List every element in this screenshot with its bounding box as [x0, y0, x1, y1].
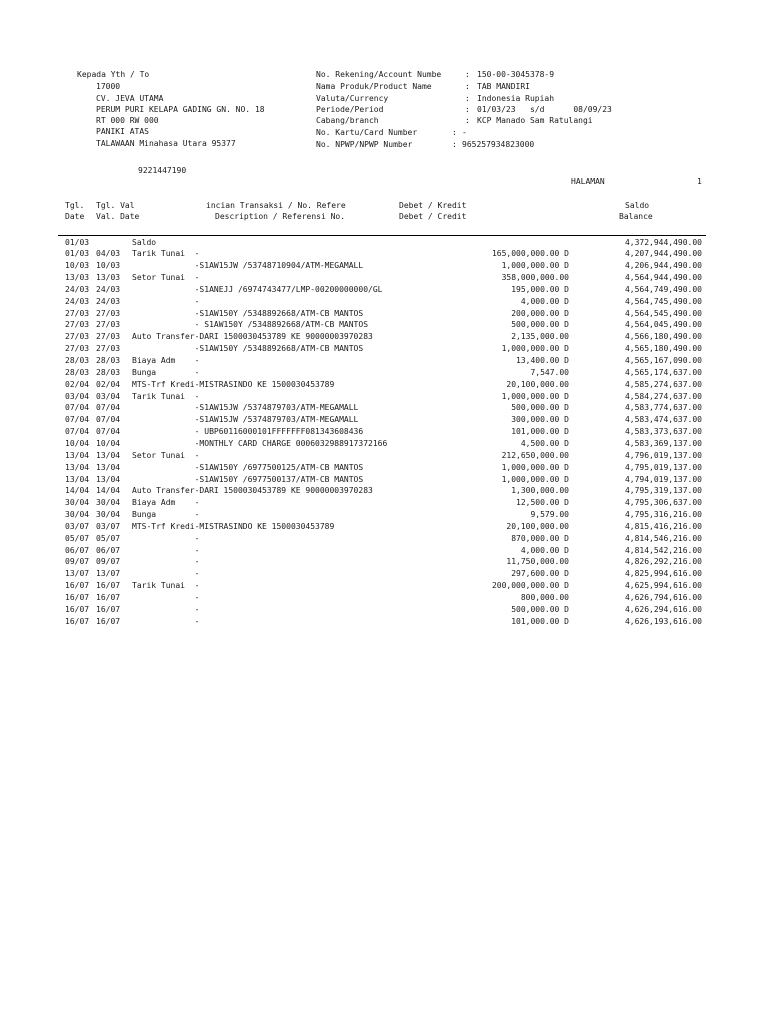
table-row — [0, 284, 768, 296]
amount-cell: 500,000.00 D — [511, 320, 569, 330]
address-line: RT 000 RW 000 — [96, 116, 159, 125]
amount-cell: 101,000.00 D — [511, 616, 569, 626]
description-cell: -S1AW150Y /6977500125/ATM-CB MANTOS — [132, 462, 364, 472]
description-cell: -S1AW150Y /5348892668/ATM-CB MANTOS — [132, 344, 364, 354]
balance-cell: 4,626,794,616.00 — [624, 593, 702, 602]
amount-cell: 297,600.00 D — [511, 569, 569, 579]
balance-cell: 4,585,274,637.00 — [624, 379, 702, 389]
val-date-cell: 07/04 — [96, 403, 121, 413]
separator: : — [465, 105, 470, 114]
description-cell: Bunga - — [132, 510, 200, 520]
separator: : — [452, 140, 457, 149]
table-row — [0, 592, 768, 604]
balance-cell: 4,206,944,490.00 — [624, 261, 702, 271]
header-debet-credit: Debet / Credit — [399, 212, 467, 221]
amount-cell: 1,300,000.00 — [511, 486, 569, 496]
description-cell: - — [132, 545, 200, 555]
amount-cell: 20,100,000.00 — [506, 379, 569, 389]
balance-cell: 4,565,167,090.00 — [624, 356, 702, 365]
description-cell: - — [132, 296, 200, 306]
description-cell: -S1AW150Y /5348892668/ATM-CB MANTOS — [132, 308, 364, 318]
description-cell: - — [132, 533, 200, 543]
balance-cell: 4,565,174,637.00 — [624, 367, 702, 377]
date-cell: 30/04 — [65, 510, 90, 520]
amount-cell: 1,000,000.00 D — [501, 474, 569, 484]
val-date-cell: 07/04 — [96, 427, 121, 437]
balance-cell: 4,564,045,490.00 — [624, 320, 702, 330]
val-date-cell: 07/04 — [96, 415, 121, 425]
balance-cell: 4,795,306,637.00 — [624, 498, 702, 508]
header-tgl-val: Tgl. Val — [96, 201, 135, 210]
amount-cell: 101,000.00 D — [511, 427, 569, 437]
description-cell: Tarik Tunai - — [132, 249, 200, 259]
balance-cell: 4,625,994,616.00 — [624, 581, 702, 591]
amount-cell: 1,000,000.00 D — [501, 391, 569, 401]
amount-cell: 500,000.00 D — [511, 403, 569, 413]
product-name-label: Nama Produk/Product Name — [316, 82, 432, 91]
header-debet-kredit: Debet / Kredit — [399, 201, 467, 210]
header-balance: Balance — [619, 212, 653, 221]
description-cell: -S1AW15JW /5374879703/ATM-MEGAMALL — [132, 415, 359, 425]
balance-cell: 4,795,019,137.00 — [624, 462, 702, 472]
description-cell: - — [132, 569, 200, 579]
balance-cell: 4,814,546,216.00 — [624, 533, 702, 543]
date-cell: 27/03 — [65, 332, 90, 342]
table-row — [0, 402, 768, 414]
header-val-date: Val. Date — [96, 212, 140, 221]
balance-cell: 4,825,994,616.00 — [624, 569, 702, 579]
val-date-cell: 28/03 — [96, 367, 121, 377]
balance-cell: 4,796,019,137.00 — [624, 450, 702, 460]
val-date-cell: 30/04 — [96, 498, 121, 508]
date-cell: 13/07 — [65, 569, 90, 579]
description-cell: Saldo — [132, 237, 157, 247]
date-cell: 27/03 — [65, 308, 90, 318]
header-date: Date — [65, 212, 85, 221]
val-date-cell: 16/07 — [96, 593, 121, 602]
amount-cell: 195,000.00 D — [511, 284, 569, 294]
balance-cell: 4,584,274,637.00 — [624, 391, 702, 401]
description-cell: MTS-Trf Kredi-MISTRASINDO KE 1500030453789 — [132, 521, 335, 531]
balance-cell: 4,795,319,137.00 — [624, 486, 702, 496]
currency-label: Valuta/Currency — [316, 94, 389, 103]
date-cell: 16/07 — [65, 604, 90, 614]
date-cell: 28/03 — [65, 356, 90, 365]
balance-cell: 4,815,416,216.00 — [624, 521, 702, 531]
balance-cell: 4,583,373,637.00 — [624, 427, 702, 437]
balance-cell: 4,564,545,490.00 — [624, 308, 702, 318]
table-row — [0, 379, 768, 391]
table-row — [0, 438, 768, 450]
description-cell: - — [132, 616, 200, 626]
date-cell: 13/04 — [65, 462, 90, 472]
branch-label: Cabang/branch — [316, 116, 379, 125]
amount-cell: 200,000,000.00 D — [491, 581, 569, 591]
val-date-cell: 28/03 — [96, 356, 121, 365]
table-row — [0, 604, 768, 616]
amount-cell: 20,100,000.00 — [506, 521, 569, 531]
table-row — [0, 319, 768, 331]
date-cell: 14/04 — [65, 486, 90, 496]
address-line: 17000 — [96, 82, 121, 91]
date-cell: 03/07 — [65, 521, 90, 531]
val-date-cell: 13/04 — [96, 450, 121, 460]
date-cell: 28/03 — [65, 367, 90, 377]
date-cell: 16/07 — [65, 581, 90, 591]
date-cell: 27/03 — [65, 344, 90, 354]
page-label: HALAMAN — [571, 177, 605, 186]
val-date-cell: 16/07 — [96, 581, 121, 591]
val-date-cell: 03/04 — [96, 391, 121, 401]
header-description: Description / Referensi No. — [215, 212, 346, 221]
description-cell: Auto Transfer-DARI 1500030453789 KE 90000003970283 — [132, 486, 373, 496]
table-row — [0, 355, 768, 367]
description-cell: - S1AW150Y /5348892668/ATM-CB MANTOS — [132, 320, 369, 330]
product-name-value: TAB MANDIRI — [477, 82, 530, 91]
val-date-cell: 14/04 — [96, 486, 121, 496]
separator: : — [452, 128, 457, 137]
description-cell: - — [132, 557, 200, 567]
table-row — [0, 556, 768, 568]
card-number-value: - — [462, 128, 467, 137]
amount-cell: 7,547.00 — [530, 367, 569, 377]
val-date-cell: 10/04 — [96, 438, 121, 448]
val-date-cell: 13/04 — [96, 462, 121, 472]
balance-cell: 4,626,294,616.00 — [624, 604, 702, 614]
header-rincian: incian Transaksi / No. Refere — [206, 201, 346, 210]
description-cell: -S1ANEJJ /6974743477/LMP-00200000000/GL — [132, 284, 383, 294]
table-row — [0, 485, 768, 497]
val-date-cell: 04/03 — [96, 249, 121, 259]
table-row — [0, 474, 768, 486]
table-row — [0, 450, 768, 462]
val-date-cell: 27/03 — [96, 320, 121, 330]
date-cell: 06/07 — [65, 545, 90, 555]
val-date-cell: 27/03 — [96, 344, 121, 354]
table-row — [0, 367, 768, 379]
amount-cell: 212,650,000.00 — [501, 450, 569, 460]
separator: : — [465, 82, 470, 91]
separator: : — [465, 116, 470, 125]
table-row — [0, 343, 768, 355]
amount-cell: 12,500.00 D — [516, 498, 569, 508]
table-row — [0, 509, 768, 521]
val-date-cell: 13/07 — [96, 569, 121, 579]
period-value: 01/03/23 s/d 08/09/23 — [477, 105, 612, 114]
date-cell: 01/03 — [65, 237, 90, 247]
description-cell: Auto Transfer-DARI 1500030453789 KE 90000003970283 — [132, 332, 373, 342]
table-row — [0, 580, 768, 592]
table-row — [0, 426, 768, 438]
amount-cell: 870,000.00 D — [511, 533, 569, 543]
description-cell: Setor Tunai - — [132, 450, 200, 460]
date-cell: 24/03 — [65, 296, 90, 306]
table-row — [0, 391, 768, 403]
amount-cell: 2,135,000.00 — [511, 332, 569, 342]
date-cell: 07/04 — [65, 427, 90, 437]
amount-cell: 4,000.00 D — [520, 296, 569, 306]
val-date-cell: 24/03 — [96, 284, 121, 294]
date-cell: 01/03 — [65, 249, 90, 259]
val-date-cell: 02/04 — [96, 379, 121, 389]
val-date-cell: 05/07 — [96, 533, 121, 543]
description-cell: - UBP60116000101FFFFFFF081343608436 — [132, 427, 364, 437]
val-date-cell: 03/07 — [96, 521, 121, 531]
date-cell: 27/03 — [65, 320, 90, 330]
date-cell: 10/04 — [65, 438, 90, 448]
balance-cell: 4,583,369,137.00 — [624, 438, 702, 448]
balance-cell: 4,626,193,616.00 — [624, 616, 702, 626]
table-row — [0, 248, 768, 260]
address-line: CV. JEVA UTAMA — [96, 94, 164, 103]
address-line: PERUM PURI KELAPA GADING GN. NO. 18 — [96, 105, 265, 114]
val-date-cell: 13/04 — [96, 474, 121, 484]
table-row — [0, 521, 768, 533]
description-cell: Setor Tunai - — [132, 273, 200, 283]
description-cell: -MONTHLY CARD CHARGE 0006032988917372166 — [132, 438, 388, 448]
amount-cell: 1,000,000.00 D — [501, 344, 569, 354]
balance-cell: 4,564,745,490.00 — [624, 296, 702, 306]
description-cell: - — [132, 593, 200, 602]
date-cell: 03/04 — [65, 391, 90, 401]
table-row — [0, 296, 768, 308]
date-cell: 24/03 — [65, 284, 90, 294]
description-cell: -S1AW15JW /5374879703/ATM-MEGAMALL — [132, 403, 359, 413]
balance-cell: 4,814,542,216.00 — [624, 545, 702, 555]
table-row — [0, 272, 768, 284]
description-cell: -S1AW150Y /6977500137/ATM-CB MANTOS — [132, 474, 364, 484]
phone-number: 9221447190 — [138, 166, 187, 175]
date-cell: 07/04 — [65, 403, 90, 413]
table-row — [0, 568, 768, 580]
date-cell: 13/03 — [65, 273, 90, 283]
table-row — [0, 237, 768, 249]
date-cell: 13/04 — [65, 474, 90, 484]
amount-cell: 800,000.00 — [520, 593, 569, 602]
date-cell: 02/04 — [65, 379, 90, 389]
amount-cell: 1,000,000.00 D — [501, 261, 569, 271]
description-cell: Bunga - — [132, 367, 200, 377]
npwp-value: 965257934823000 — [462, 140, 535, 149]
description-cell: MTS-Trf Kredi-MISTRASINDO KE 1500030453789 — [132, 379, 335, 389]
amount-cell: 4,000.00 D — [520, 545, 569, 555]
balance-cell: 4,372,944,490.00 — [624, 237, 702, 247]
currency-value: Indonesia Rupiah — [477, 94, 555, 103]
val-date-cell: 16/07 — [96, 616, 121, 626]
card-number-label: No. Kartu/Card Number — [316, 128, 418, 137]
account-number-label: No. Rekening/Account Numbe — [316, 70, 442, 79]
header-saldo: Saldo — [625, 201, 650, 210]
balance-cell: 4,564,749,490.00 — [624, 284, 702, 294]
balance-cell: 4,207,944,490.00 — [624, 249, 702, 259]
amount-cell: 13,400.00 D — [516, 356, 569, 365]
date-cell: 13/04 — [65, 450, 90, 460]
table-row — [0, 414, 768, 426]
amount-cell: 165,000,000.00 D — [491, 249, 569, 259]
table-row — [0, 616, 768, 628]
table-row — [0, 533, 768, 545]
description-cell: - — [132, 604, 200, 614]
amount-cell: 300,000.00 D — [511, 415, 569, 425]
table-row — [0, 308, 768, 320]
address-line: TALAWAAN Minahasa Utara 95377 — [96, 139, 236, 148]
table-row — [0, 260, 768, 272]
date-cell: 16/07 — [65, 593, 90, 602]
date-cell: 05/07 — [65, 533, 90, 543]
description-cell: Tarik Tunai - — [132, 391, 200, 401]
table-row — [0, 545, 768, 557]
table-row — [0, 497, 768, 509]
val-date-cell: 09/07 — [96, 557, 121, 567]
separator: : — [465, 94, 470, 103]
date-cell: 09/07 — [65, 557, 90, 567]
amount-cell: 9,579.00 — [530, 510, 569, 520]
description-cell: -S1AW15JW /53748710904/ATM-MEGAMALL — [132, 261, 364, 271]
address-line: PANIKI ATAS — [96, 127, 149, 136]
to-label: Kepada Yth / To — [77, 70, 150, 79]
date-cell: 16/07 — [65, 616, 90, 626]
date-cell: 07/04 — [65, 415, 90, 425]
val-date-cell: 13/03 — [96, 273, 121, 283]
separator: : — [465, 70, 470, 79]
val-date-cell: 30/04 — [96, 510, 121, 520]
val-date-cell: 24/03 — [96, 296, 121, 306]
balance-cell: 4,794,019,137.00 — [624, 474, 702, 484]
val-date-cell: 27/03 — [96, 332, 121, 342]
balance-cell: 4,826,292,216.00 — [624, 557, 702, 567]
amount-cell: 200,000.00 D — [511, 308, 569, 318]
val-date-cell: 06/07 — [96, 545, 121, 555]
description-cell: Biaya Adm - — [132, 498, 200, 508]
balance-cell: 4,583,774,637.00 — [624, 403, 702, 413]
balance-cell: 4,566,180,490.00 — [624, 332, 702, 342]
date-cell: 10/03 — [65, 261, 90, 271]
val-date-cell: 10/03 — [96, 261, 121, 271]
branch-value: KCP Manado Sam Ratulangi — [477, 116, 593, 125]
amount-cell: 358,000,000.00 — [501, 273, 569, 283]
val-date-cell: 27/03 — [96, 308, 121, 318]
account-number-value: 150-00-3045378-9 — [477, 70, 555, 79]
balance-cell: 4,565,180,490.00 — [624, 344, 702, 354]
balance-cell: 4,795,316,216.00 — [624, 510, 702, 520]
balance-cell: 4,564,944,490.00 — [624, 273, 702, 283]
table-row — [0, 331, 768, 343]
description-cell: Tarik Tunai - — [132, 581, 200, 591]
amount-cell: 500,000.00 D — [511, 604, 569, 614]
npwp-label: No. NPWP/NPWP Number — [316, 140, 413, 149]
period-label: Periode/Period — [316, 105, 384, 114]
amount-cell: 11,750,000.00 — [506, 557, 569, 567]
val-date-cell: 16/07 — [96, 604, 121, 614]
balance-cell: 4,583,474,637.00 — [624, 415, 702, 425]
amount-cell: 1,000,000.00 D — [501, 462, 569, 472]
amount-cell: 4,500.00 D — [520, 438, 569, 448]
page-number: 1 — [697, 177, 702, 186]
header-tgl: Tgl. — [65, 201, 85, 210]
date-cell: 30/04 — [65, 498, 90, 508]
table-row — [0, 462, 768, 474]
description-cell: Biaya Adm - — [132, 356, 200, 365]
